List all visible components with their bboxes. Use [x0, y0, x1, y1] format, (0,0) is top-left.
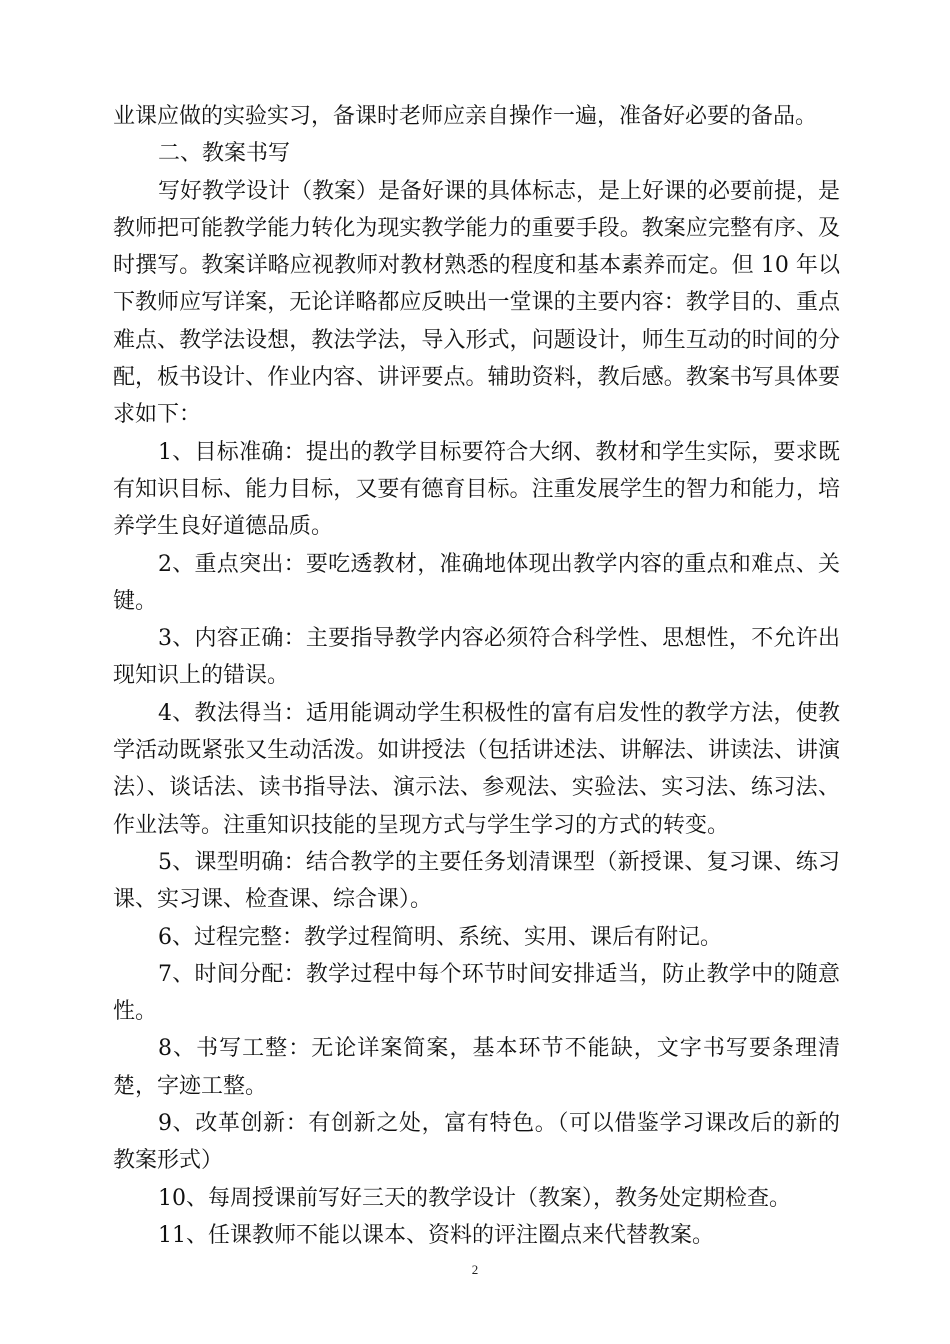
- list-item-3: 3、内容正确：主要指导教学内容必须符合科学性、思想性，不允许出现知识上的错误。: [113, 626, 840, 689]
- document-body: [113, 98, 840, 1254]
- list-item-4: 4、教法得当：适用能调动学生积极性的富有启发性的教学方法，使教学活动既紧张又生动活泼。如讲授法（包括讲述法、讲解法、讲读法、讲演法）、谈话法、读书指导法、演示法、参观法、实验法、实习法、练习法、作业法等。注重知识技能的呈现方式与学生学习的方式的转变。: [113, 700, 840, 838]
- list-item-7: 7、时间分配：教学过程中每个环节时间安排适当，防止教学中的随意性。: [113, 961, 840, 1025]
- list-item-6: 6、过程完整：教学过程简明、系统、实用、课后有附记。: [158, 924, 722, 950]
- list-item-5: 5、课型明确：结合教学的主要任务划清课型（新授课、复习课、练习课、实习课、检查课、综合课）。: [113, 849, 840, 913]
- section-heading-lesson-plan-writing: 二、教案书写: [158, 141, 291, 167]
- list-item-8: 8、书写工整：无论详案简案，基本环节不能缺，文字书写要条理清楚，字迹工整。: [113, 1036, 840, 1099]
- page-number: 2: [471, 1262, 479, 1277]
- list-item-9: 9、改革创新：有创新之处，富有特色。（可以借鉴学习课改后的新的教案形式）: [113, 1111, 840, 1174]
- list-item-10: 10、每周授课前写好三天的教学设计（教案），教务处定期检查。: [158, 1185, 791, 1211]
- list-item-11: 11、任课教师不能以课本、资料的评注圈点来代替教案。: [158, 1222, 714, 1248]
- paragraph-continuation: 业课应做的实验实习，备课时老师应亲自操作一遍，准备好必要的备品。: [113, 104, 818, 129]
- list-item-1: 1、目标准确：提出的教学目标要符合大纲、教材和学生实际，要求既有知识目标、能力目标，又要有德育目标。注重发展学生的智力和能力，培养学生良好道德品质。: [113, 439, 840, 540]
- paragraph-lesson-plan-intro: 写好教学设计（教案）是备好课的具体标志，是上好课的必要前提，是教师把可能教学能力转化为现实教学能力的重要手段。教案应完整有序、及时撰写。教案详略应视教师对教材熟悉的程度和基本素养而定。但 10 年以下教师应写详案，无论详略都应反映出一堂课的主要内容：教学目的、重点难点、教学法设想，教法学法，导入形式，问题设计，师生互动的时间的分配，板书设计、作业内容、讲评要点。辅助资料，教后感。教案书写具体要求如下：: [113, 178, 841, 428]
- list-item-2: 2、重点突出：要吃透教材，准确地体现出教学内容的重点和难点、关键。: [113, 551, 840, 614]
